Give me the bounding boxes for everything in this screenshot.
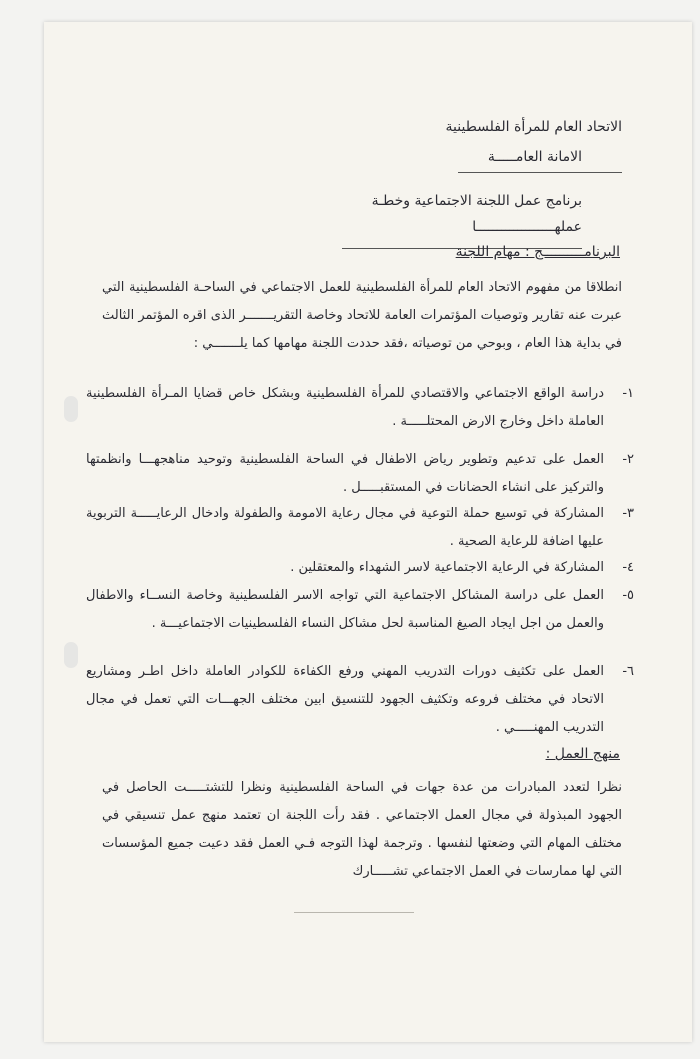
task-item-1 xyxy=(86,380,634,436)
punch-hole xyxy=(64,396,78,422)
title-line-2: عملهـــــــــــــــــــا xyxy=(472,219,582,235)
item-text: المشاركة في الرعاية الاجتماعية لاسر الشهداء والمعتقلين . xyxy=(290,560,604,575)
title-line-1: برنامج عمل اللجنة الاجتماعية وخطـة xyxy=(371,193,582,209)
punch-hole xyxy=(64,642,78,668)
item-text: دراسة الواقع الاجتماعي والاقتصادي للمرأة الفلسطينية وبشكل خاص قضايا المـرأة الفلسطينية العاملة داخل وخارج الارض المحتلـــــة . xyxy=(86,386,604,429)
secretariat-name: الامانة العامـــــة xyxy=(458,142,622,173)
item-number: ١- xyxy=(622,386,634,401)
item-text: العمل على تدعيم وتطوير رياض الاطفال في الساحة الفلسطينية وتوحيد مناهجهـــا وانظمتها والتركيز على انشاء الحضانات في المستقبـــــل . xyxy=(86,452,604,495)
item-text: العمل على دراسة المشاكل الاجتماعية التي تواجه الاسر الفلسطينية وخاصة النســاء والاطفال والعمل من اجل ايجاد الصيغ المناسبة لحل مشاكل النساء الفلسطينيات الاجتماعيـــة . xyxy=(86,588,604,631)
method-paragraph: نظرا لتعدد المبادرات من عدة جهات في الساحة الفلسطينية ونظرا للتشتـــــت الحاصل في الجهود المبذولة في مجال العمل الاجتماعي . فقد رأت اللجنة ان تعتمد منهج عمل تنسيقي في مختلف المهام التي وضعتها لنفسها . وترجمة لهذا التوجه فـي العمل فقد دعيت جميع المؤسسات التي لها ممارسات في العمل الاجتماعي تشـــــارك xyxy=(102,780,622,879)
method-heading: منهج العمل : xyxy=(545,746,620,762)
item-text: المشاركة في توسيع حملة التوعية في مجال رعاية الامومة والطفولة وادخال الرعايـــــة التربوية عليها اضافة للرعاية الصحية . xyxy=(86,506,604,549)
intro-paragraph: انطلاقا من مفهوم الاتحاد العام للمرأة الفلسطينية للعمل الاجتماعي في الساحـة الفلسطينية التي عبرت عنه تقارير وتوصيات المؤتمرات العامة للاتحاد وخاصة التقريـــــــر الذى اقره المؤتمر الثالث في بداية هذا العام ، وبوحي من توصياته ،فقد حددت اللجنة مهامها كما يلـــــــي : xyxy=(102,280,622,351)
item-text: العمل على تكثيف دورات التدريب المهني ورفع الكفاءة للكوادر العاملة داخل اطـر ومشاريع الاتحاد في مختلف فروعه وتكثيف الجهود للتنسيق ابين مختلف الجهـــات التي تعمل في مجال التدريب المهنـــــي . xyxy=(86,664,604,735)
task-item-5 xyxy=(86,582,634,638)
program-heading: البرنامــــــــــج : مهام اللجنة xyxy=(455,244,620,260)
task-item-3 xyxy=(86,500,634,556)
item-number: ٢- xyxy=(622,452,634,467)
item-number: ٦- xyxy=(622,664,634,679)
item-number: ٥- xyxy=(622,588,634,603)
item-number: ٣- xyxy=(622,506,634,521)
document-page xyxy=(44,22,692,1042)
task-item-4 xyxy=(86,554,634,582)
letterhead xyxy=(446,112,622,173)
document-title xyxy=(282,188,582,249)
item-number: ٤- xyxy=(622,560,634,575)
task-item-2 xyxy=(86,446,634,502)
org-name: الاتحاد العام للمرأة الفلسطينية xyxy=(445,119,622,135)
paper-mark xyxy=(294,912,414,913)
task-item-6 xyxy=(86,658,634,742)
